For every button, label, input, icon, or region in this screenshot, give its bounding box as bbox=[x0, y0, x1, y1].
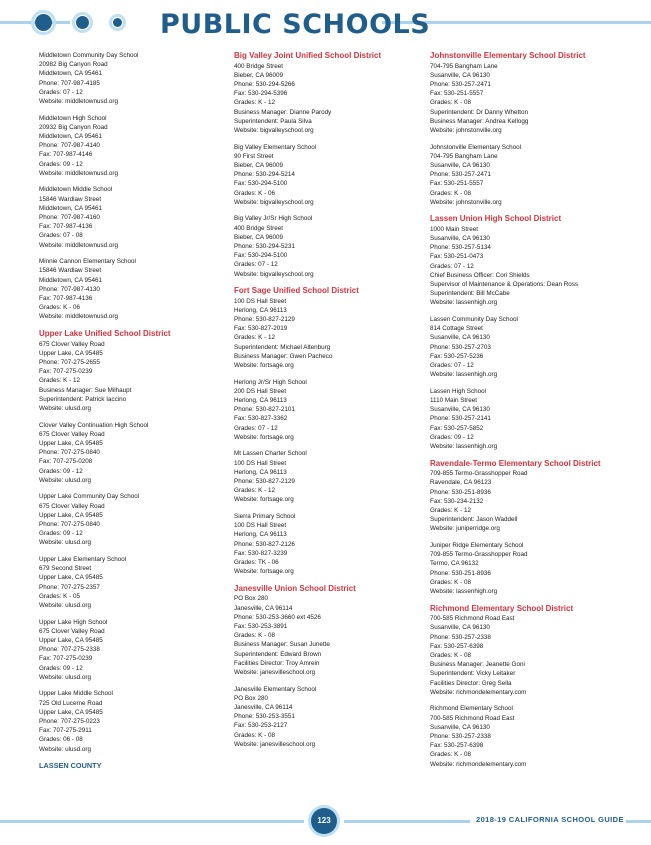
detail-line: 725 Old Lucerne Road bbox=[39, 699, 103, 707]
detail-line: Fax: 530-827-2019 bbox=[234, 325, 288, 333]
detail-line: Grades: 07 - 12 bbox=[430, 262, 474, 270]
school-entry bbox=[430, 704, 612, 768]
detail-line: Phone: 530-253-3660 ext 4526 bbox=[234, 613, 321, 621]
school-entry bbox=[430, 315, 612, 379]
detail-line: Upper Lake, CA 95485 bbox=[39, 574, 103, 582]
school-name: Middletown Middle School bbox=[39, 186, 113, 194]
detail-line: Fax: 530-294-5100 bbox=[234, 180, 288, 188]
detail-line: Facilities Director: Troy Amrein bbox=[234, 659, 320, 667]
detail-line: Fax: 530-257-5236 bbox=[430, 352, 484, 360]
listing-column-left bbox=[39, 51, 221, 771]
detail-line: Grades: K - 08 bbox=[430, 751, 471, 759]
detail-line: Fax: 707-987-4146 bbox=[39, 151, 93, 159]
detail-line: Fax: 530-251-5557 bbox=[430, 180, 484, 188]
website-line: Website: lassenhigh.org bbox=[430, 588, 498, 595]
website-line: Website: janesvilleschool.org bbox=[234, 669, 316, 677]
school-entry bbox=[234, 378, 416, 442]
detail-line: Phone: 530-294-5231 bbox=[234, 242, 295, 250]
detail-line: Phone: 530-257-2338 bbox=[430, 732, 491, 740]
school-name: Upper Lake High School bbox=[39, 618, 108, 626]
detail-line: Upper Lake, CA 95485 bbox=[39, 511, 103, 519]
detail-line: 675 Clover Valley Road bbox=[39, 340, 105, 348]
school-entry bbox=[430, 143, 612, 207]
detail-line: Grades: K - 12 bbox=[39, 377, 80, 385]
detail-line: Phone: 530-827-2126 bbox=[234, 540, 295, 548]
detail-line: PO Box 280 bbox=[234, 694, 268, 702]
website-line: Website: ulusd.org bbox=[39, 602, 92, 609]
header-dot-small bbox=[113, 18, 122, 27]
detail-line: Fax: 530-257-5852 bbox=[430, 424, 484, 432]
district-entry bbox=[234, 584, 416, 677]
detail-line: 675 Clover Valley Road bbox=[39, 502, 105, 510]
detail-line: Grades: K - 08 bbox=[430, 99, 471, 107]
detail-line: Supervisor of Maintenance & Operations: Dean Ross bbox=[430, 281, 579, 289]
detail-line: Grades: K - 08 bbox=[430, 578, 471, 586]
detail-line: Herlong, CA 96113 bbox=[234, 468, 287, 476]
detail-line: Phone: 707-987-4140 bbox=[39, 142, 100, 150]
detail-line: Chief Business Officer: Cori Shields bbox=[430, 271, 530, 279]
detail-line: Phone: 530-257-2141 bbox=[430, 415, 491, 423]
school-entry bbox=[39, 555, 221, 610]
detail-line: Grades: K - 12 bbox=[234, 487, 275, 495]
detail-line: Fax: 530-251-0473 bbox=[430, 253, 484, 261]
listing-column-middle bbox=[234, 51, 416, 756]
detail-line: Fax: 530-827-3239 bbox=[234, 549, 288, 557]
detail-line: Grades: TK - 06 bbox=[234, 559, 279, 567]
detail-line: Fax: 707-275-0208 bbox=[39, 458, 93, 466]
detail-line: 100 DS Hall Street bbox=[234, 459, 287, 467]
detail-line: Grades: 09 - 12 bbox=[39, 160, 83, 168]
school-entry bbox=[234, 685, 416, 749]
detail-line: 709-855 Termo-Grasshopper Road bbox=[430, 470, 528, 478]
detail-line: 100 DS Hall Street bbox=[234, 522, 287, 530]
school-name: Big Valley Jr/Sr High School bbox=[234, 215, 313, 223]
county-heading: LASSEN COUNTY bbox=[39, 761, 102, 771]
footer-rule-left bbox=[0, 820, 304, 823]
detail-line: Grades: K - 05 bbox=[39, 592, 80, 600]
detail-line: Grades: 09 - 12 bbox=[39, 664, 83, 672]
page-number: 123 bbox=[311, 808, 337, 834]
district-entry bbox=[39, 329, 221, 413]
district-entry bbox=[234, 51, 416, 135]
detail-line: 400 Bridge Street bbox=[234, 224, 284, 232]
detail-line: Herlong, CA 96113 bbox=[234, 531, 287, 539]
website-line: Website: fortsage.org bbox=[234, 362, 294, 370]
detail-line: Phone: 707-987-4185 bbox=[39, 79, 100, 87]
detail-line: Grades: K - 08 bbox=[430, 189, 471, 197]
detail-line: Fax: 530-257-6398 bbox=[430, 642, 484, 650]
detail-line: 90 First Street bbox=[234, 152, 274, 160]
website-line: Website: johnstonville.org bbox=[430, 126, 502, 134]
school-entry bbox=[234, 143, 416, 207]
website-line: Website: fortsage.org bbox=[234, 433, 294, 441]
website-line: Website: middletownusd.org bbox=[39, 98, 118, 106]
detail-line: Phone: 530-251-8936 bbox=[430, 488, 491, 496]
district-entry bbox=[430, 459, 612, 534]
detail-line: Superintendent: Vicky Leitaker bbox=[430, 670, 516, 678]
detail-line: Business Manager: Susan Junette bbox=[234, 641, 330, 649]
detail-line: Superintendent: Jason Waddell bbox=[430, 516, 518, 524]
detail-line: Superintendent: Paula Silva bbox=[234, 117, 312, 125]
detail-line: Phone: 707-275-2338 bbox=[39, 646, 100, 654]
school-name: Mt Lassen Charter School bbox=[234, 450, 307, 458]
detail-line: Phone: 530-827-2129 bbox=[234, 316, 295, 324]
detail-line: Grades: 09 - 12 bbox=[39, 530, 83, 538]
detail-line: Phone: 707-987-4130 bbox=[39, 285, 100, 293]
detail-line: 675 Clover Valley Road bbox=[39, 627, 105, 635]
district-name: Big Valley Joint Unified School District bbox=[234, 51, 382, 60]
detail-line: Grades: K - 06 bbox=[39, 304, 80, 312]
detail-line: 20932 Big Canyon Road bbox=[39, 123, 108, 131]
detail-line: Fax: 707-275-0239 bbox=[39, 655, 93, 663]
district-entry bbox=[430, 51, 612, 135]
detail-line: Phone: 707-275-2655 bbox=[39, 358, 100, 366]
detail-line: 1110 Main Street bbox=[430, 397, 478, 405]
website-line: Website: ulusd.org bbox=[39, 673, 92, 681]
website-line: Website: juniperridge.org bbox=[430, 525, 500, 533]
detail-line: Fax: 530-234-2132 bbox=[430, 497, 484, 505]
header-dot-medium bbox=[76, 16, 89, 29]
detail-line: Termo, CA 96132 bbox=[430, 560, 479, 568]
school-entry bbox=[39, 492, 221, 547]
district-name: Lassen Union High School District bbox=[430, 214, 562, 224]
district-name: Upper Lake Unified School District bbox=[39, 329, 171, 339]
detail-line: Fax: 707-275-2911 bbox=[39, 727, 92, 735]
detail-line: Superintendent: Bill McCabe bbox=[430, 290, 510, 298]
detail-line: Upper Lake, CA 95485 bbox=[39, 349, 103, 357]
school-entry bbox=[430, 387, 612, 451]
detail-line: Grades: 06 - 08 bbox=[39, 736, 83, 744]
website-line: Website: fortsage.org bbox=[234, 568, 294, 576]
detail-line: Business Manager: Jeanette Goni bbox=[430, 661, 525, 669]
detail-line: 700-585 Richmond Road East bbox=[430, 714, 515, 722]
detail-line: Herlong, CA 96113 bbox=[234, 397, 287, 405]
detail-line: Phone: 530-253-3551 bbox=[234, 713, 295, 721]
detail-line: 100 DS Hall Street bbox=[234, 297, 287, 305]
school-name: Lassen Community Day School bbox=[430, 316, 518, 324]
district-name: Fort Sage Unified School District bbox=[234, 286, 359, 296]
school-entry bbox=[234, 214, 416, 278]
district-name: Richmond Elementary School District bbox=[430, 603, 574, 613]
header-dot-large bbox=[35, 14, 52, 31]
detail-line: Phone: 707-987-4160 bbox=[39, 214, 100, 222]
website-line: Website: fortsage.org bbox=[234, 496, 294, 504]
detail-line: Business Manager: Andrea Kellogg bbox=[430, 117, 529, 125]
detail-line: Susanville, CA 96130 bbox=[430, 161, 490, 169]
detail-line: 675 Clover Valley Road bbox=[39, 430, 105, 438]
detail-line: Middletown, CA 95461 bbox=[39, 133, 103, 141]
detail-line: Grades: 09 - 12 bbox=[39, 467, 83, 475]
detail-line: Grades: K - 08 bbox=[234, 731, 275, 739]
school-entry bbox=[39, 185, 221, 249]
detail-line: Phone: 530-827-2101 bbox=[234, 406, 295, 414]
detail-line: Bieber, CA 96009 bbox=[234, 161, 284, 169]
detail-line: Phone: 530-294-5266 bbox=[234, 80, 295, 88]
detail-line: Phone: 530-251-8936 bbox=[430, 569, 491, 577]
detail-line: Business Manager: Sue Milhaupt bbox=[39, 386, 132, 394]
school-name: Middletown High School bbox=[39, 114, 107, 122]
website-line: Website: bigvalleyschool.org bbox=[234, 198, 314, 206]
detail-line: Susanville, CA 96130 bbox=[430, 71, 490, 79]
detail-line: Susanville, CA 96130 bbox=[430, 723, 490, 731]
website-line: Website: middletownusd.org bbox=[39, 241, 118, 249]
detail-line: Susanville, CA 96130 bbox=[430, 235, 490, 243]
detail-line: Upper Lake, CA 95485 bbox=[39, 708, 103, 716]
district-name: Johnstonville Elementary School District bbox=[430, 51, 586, 60]
school-entry bbox=[39, 114, 221, 178]
detail-line: Susanville, CA 96130 bbox=[430, 624, 490, 632]
school-entry bbox=[39, 51, 221, 106]
detail-line: Superintendent: Edward Brown bbox=[234, 650, 322, 658]
detail-line: Superintendent: Dr Danny Whetton bbox=[430, 108, 529, 116]
district-entry bbox=[234, 286, 416, 370]
district-entry bbox=[430, 214, 612, 307]
school-name: Janesville Elementary School bbox=[234, 685, 317, 693]
detail-line: Middletown, CA 95461 bbox=[39, 204, 103, 212]
detail-line: Phone: 707-275-0223 bbox=[39, 718, 100, 726]
detail-line: Susanville, CA 96130 bbox=[430, 334, 490, 342]
detail-line: Business Manager: Dianne Parody bbox=[234, 108, 332, 116]
detail-line: Grades: 07 - 12 bbox=[430, 362, 474, 370]
detail-line: Fax: 530-253-3891 bbox=[234, 623, 288, 630]
detail-line: 704-795 Bangham Lane bbox=[430, 62, 498, 70]
website-line: Website: richmondelementary.com bbox=[430, 688, 527, 696]
detail-line: Grades: 07 - 12 bbox=[39, 88, 83, 96]
school-name: Herlong Jr/Sr High School bbox=[234, 378, 307, 386]
school-name: Minnie Cannon Elementary School bbox=[39, 258, 136, 266]
website-line: Website: ulusd.org bbox=[39, 745, 92, 753]
school-name: Upper Lake Community Day School bbox=[39, 493, 140, 501]
school-name: Johnstonville Elementary School bbox=[430, 143, 522, 151]
detail-line: Janesville, CA 96114 bbox=[234, 704, 293, 712]
detail-line: Fax: 530-827-3362 bbox=[234, 415, 288, 423]
detail-line: Middletown, CA 95461 bbox=[39, 276, 103, 284]
detail-line: Phone: 530-257-5134 bbox=[430, 244, 491, 252]
detail-line: Grades: 09 - 12 bbox=[430, 433, 474, 441]
website-line: Website: lassenhigh.org bbox=[430, 443, 498, 451]
detail-line: Phone: 530-257-2703 bbox=[430, 343, 491, 351]
school-name: Clover Valley Continuation High School bbox=[39, 421, 149, 429]
footer-rule-right bbox=[344, 820, 470, 823]
school-entry bbox=[234, 449, 416, 504]
footer-rule-end bbox=[626, 820, 651, 823]
school-name: Upper Lake Elementary School bbox=[39, 555, 127, 563]
detail-line: Bieber, CA 96009 bbox=[234, 71, 284, 79]
detail-line: Susanville, CA 96130 bbox=[430, 406, 490, 414]
detail-line: Phone: 530-257-2471 bbox=[430, 80, 491, 88]
detail-line: Phone: 530-257-2338 bbox=[430, 633, 491, 641]
detail-line: Fax: 530-294-5396 bbox=[234, 90, 288, 98]
detail-line: Fax: 707-987-4136 bbox=[39, 295, 93, 303]
website-line: Website: lassenhigh.org bbox=[430, 371, 498, 379]
detail-line: Herlong, CA 96113 bbox=[234, 306, 287, 314]
detail-line: Business Manager: Gwen Pacheco bbox=[234, 352, 333, 360]
website-line: Website: bigvalleyschool.org bbox=[234, 126, 314, 134]
district-name: Ravendale-Termo Elementary School District bbox=[430, 458, 601, 468]
detail-line: 400 Bridge Street bbox=[234, 62, 284, 70]
detail-line: Phone: 530-294-5214 bbox=[234, 171, 295, 179]
detail-line: Phone: 530-827-2129 bbox=[234, 478, 295, 486]
detail-line: Fax: 530-257-6398 bbox=[430, 742, 484, 750]
listing-column-right bbox=[430, 51, 612, 776]
detail-line: Phone: 707-275-0840 bbox=[39, 449, 100, 457]
guide-title: 2018-19 CALIFORNIA SCHOOL GUIDE bbox=[476, 815, 624, 824]
detail-line: Grades: K - 08 bbox=[430, 651, 471, 659]
detail-line: Phone: 707-275-0840 bbox=[39, 520, 100, 528]
school-name: Lassen High School bbox=[430, 387, 487, 395]
school-entry bbox=[430, 541, 612, 596]
detail-line: Upper Lake, CA 95485 bbox=[39, 637, 103, 644]
detail-line: Ravendale, CA 96123 bbox=[430, 479, 492, 487]
detail-line: Superintendent: Michael Altenburg bbox=[234, 343, 331, 351]
detail-line: 15846 Wardlaw Street bbox=[39, 267, 102, 275]
website-line: Website: richmondelementary.com bbox=[430, 760, 527, 768]
detail-line: 1000 Main Street bbox=[430, 225, 478, 233]
detail-line: Janesville, CA 96114 bbox=[234, 604, 293, 612]
detail-line: 200 DS Hall Street bbox=[234, 387, 287, 395]
detail-line: Phone: 707-275-2357 bbox=[39, 583, 100, 591]
district-entry bbox=[430, 604, 612, 697]
detail-line: Grades: K - 12 bbox=[430, 506, 471, 514]
detail-line: Grades: 07 - 12 bbox=[234, 424, 278, 432]
detail-line: Facilities Director: Greg Sella bbox=[430, 679, 512, 687]
detail-line: Fax: 530-251-5557 bbox=[430, 90, 484, 98]
website-line: Website: johnstonville.org bbox=[430, 198, 502, 206]
school-name: Juniper Ridge Elementary School bbox=[430, 541, 524, 549]
page-title: PUBLIC SCHOOLS bbox=[160, 9, 431, 40]
district-name: Janesville Union School District bbox=[234, 583, 356, 593]
school-entry bbox=[39, 421, 221, 485]
school-entry bbox=[39, 689, 221, 753]
detail-line: 814 Cottage Street bbox=[430, 325, 483, 333]
school-entry bbox=[234, 512, 416, 576]
website-line: Website: ulusd.org bbox=[39, 476, 92, 484]
school-entry bbox=[39, 618, 221, 682]
detail-line: Grades: K - 08 bbox=[234, 632, 275, 640]
detail-line: 20982 Big Canyon Road bbox=[39, 61, 108, 69]
website-line: Website: lassenhigh.org bbox=[430, 299, 498, 307]
detail-line: Fax: 530-253-2127 bbox=[234, 722, 288, 730]
detail-line: 709-855 Termo-Grasshopper Road bbox=[430, 551, 528, 559]
detail-line: Grades: K - 06 bbox=[234, 189, 275, 197]
school-name: Sierra Primary School bbox=[234, 513, 296, 521]
school-name: Big Valley Elementary School bbox=[234, 143, 317, 151]
website-line: Website: ulusd.org bbox=[39, 404, 92, 412]
detail-line: 15846 Wardlaw Street bbox=[39, 195, 102, 203]
detail-line: 679 Second Street bbox=[39, 565, 92, 573]
detail-line: PO Box 280 bbox=[234, 595, 268, 603]
detail-line: Fax: 707-275-0239 bbox=[39, 368, 93, 376]
detail-line: Grades: K - 12 bbox=[234, 99, 275, 107]
website-line: Website: middletownusd.org bbox=[39, 169, 118, 177]
school-entry bbox=[39, 257, 221, 321]
website-line: Website: janesvilleschool.org bbox=[234, 740, 316, 748]
website-line: Website: middletownusd.org bbox=[39, 313, 118, 321]
detail-line: Middletown, CA 95461 bbox=[39, 70, 103, 78]
detail-line: Grades: 07 - 08 bbox=[39, 232, 83, 240]
school-name: Upper Lake Middle School bbox=[39, 690, 113, 698]
detail-line: Superintendent: Patrick Iaccino bbox=[39, 395, 127, 403]
detail-line: Bieber, CA 96009 bbox=[234, 233, 284, 241]
website-line: Website: bigvalleyschool.org bbox=[234, 270, 314, 278]
school-name: Richmond Elementary School bbox=[430, 705, 513, 713]
detail-line: Fax: 707-987-4136 bbox=[39, 223, 93, 231]
website-line: Website: ulusd.org bbox=[39, 539, 92, 547]
school-name: Middletown Community Day School bbox=[39, 52, 139, 59]
detail-line: Upper Lake, CA 95485 bbox=[39, 439, 103, 447]
detail-line: Phone: 530-257-2471 bbox=[430, 171, 491, 179]
detail-line: 700-585 Richmond Road East bbox=[430, 615, 515, 623]
detail-line: 704-795 Bangham Lane bbox=[430, 152, 498, 160]
detail-line: Grades: 07 - 12 bbox=[234, 261, 278, 269]
detail-line: Fax: 530-294-5100 bbox=[234, 252, 288, 260]
detail-line: Grades: K - 12 bbox=[234, 334, 275, 342]
